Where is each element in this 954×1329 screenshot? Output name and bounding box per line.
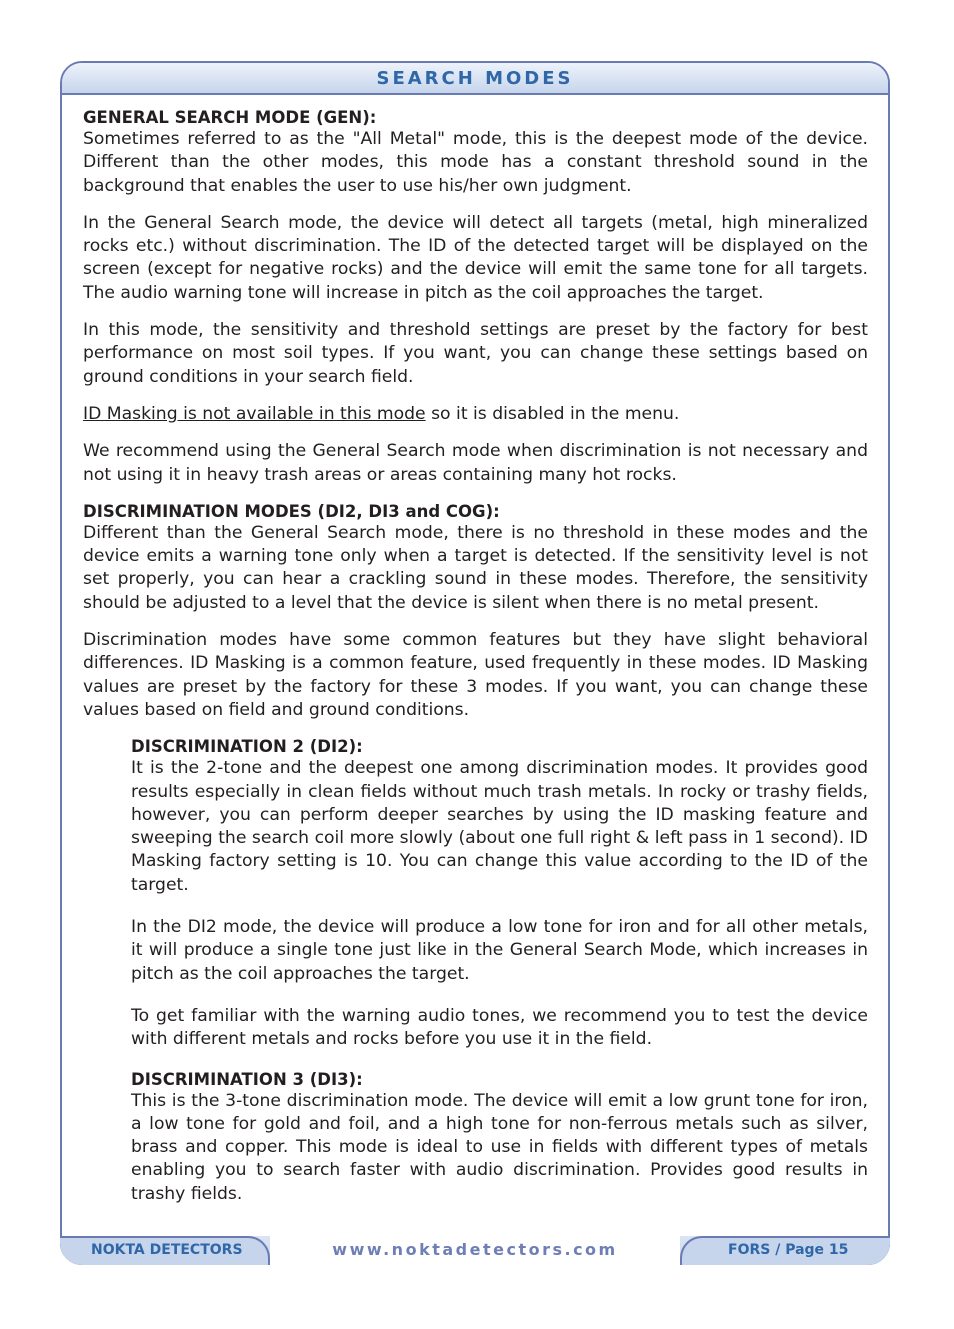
disc-paragraph-1: Different than the General Search mode, there is no threshold in these modes and the device emits a warning tone only when a target is detected. If the sensitivity level is not set properly, you can hear a crackling sound in these modes. Therefore, the sensitivity should be adjusted to a level that the device is silent when there is no metal present.: [83, 522, 868, 613]
gen-paragraph-4: [83, 403, 868, 426]
disc-heading: DISCRIMINATION MODES (DI2, DI3 and COG):: [83, 501, 500, 521]
id-masking-note-rest: so it is disabled in the menu.: [425, 403, 680, 424]
main-content: [83, 107, 868, 1220]
di2-paragraph-2: In the DI2 mode, the device will produce a low tone for iron and for all other metals, it will produce a single tone just like in the General Search Mode, which increases in pitch as the coil approaches the target.: [131, 917, 868, 984]
gen-paragraph-2: In the General Search mode, the device will detect all targets (metal, high mineralized rocks etc.) without discrimination. The ID of the detected target will be displayed on the screen (except for negative rocks) and the device will emit the same tone for all targets. The audio warning tone will increase in pitch as the coil approaches the target.: [83, 212, 868, 303]
gen-paragraph-1: Sometimes referred to as the "All Metal" mode, this is the deepest mode of the device. Different than the other modes, this mode has a constant threshold sound in the background that enables the user to use his/her own judgment.: [83, 129, 868, 196]
disc-paragraph-2: Discrimination modes have some common features but they have slight behavioral differences. ID Masking is a common feature, used frequently in these modes. ID Masking values are preset by the factory for these 3 modes. If you want, you can change these values based on field and ground conditions.: [83, 630, 868, 720]
gen-heading: GENERAL SEARCH MODE (GEN):: [83, 108, 377, 127]
gen-paragraph-3: In this mode, the sensitivity and threshold settings are preset by the factory for best performance on most soil types. If you want, you can change these settings based on ground conditions in your search field.: [83, 320, 868, 387]
di3-paragraph-1: This is the 3-tone discrimination mode. The device will emit a low grunt tone for iron, a low tone for gold and foil, and a high tone for non-ferrous metals such as silver, brass and copper. This mode is ideal to use in fields with different types of metals enabling you to search faster with audio discrimination. Provides good results in trashy fields.: [131, 1090, 868, 1204]
di2-paragraph-3: To get familiar with the warning audio tones, we recommend you to test the device with different metals and rocks before you use it in the field.: [131, 1005, 868, 1050]
page-title: SEARCH MODES: [376, 67, 574, 89]
id-masking-note: ID Masking is not available in this mode: [83, 403, 426, 424]
section-header: [62, 63, 888, 95]
page-number: FORS / Page 15: [728, 1242, 849, 1258]
gen-paragraph-5: We recommend using the General Search mode when discrimination is not necessary and not using it in heavy trash areas or areas containing many hot rocks.: [83, 441, 868, 485]
di2-paragraph-1: It is the 2-tone and the deepest one among discrimination modes. It provides good results especially in clean fields without much trash metals. In rocky or trashy fields, however, you can perform deeper searches by using the ID masking feature and sweeping the search coil more slowly (about one full right & left pass in 1 second). ID Masking factory setting is 10. You can change this value according to the ID of the target.: [131, 758, 868, 895]
di2-block: [83, 736, 868, 1206]
di3-heading: DISCRIMINATION 3 (DI3):: [131, 1069, 363, 1089]
website-link[interactable]: www.noktadetectors.com: [332, 1240, 618, 1259]
page-footer: [60, 1236, 890, 1265]
di2-heading: DISCRIMINATION 2 (DI2):: [131, 737, 363, 757]
brand-label: NOKTA DETECTORS: [91, 1242, 243, 1258]
